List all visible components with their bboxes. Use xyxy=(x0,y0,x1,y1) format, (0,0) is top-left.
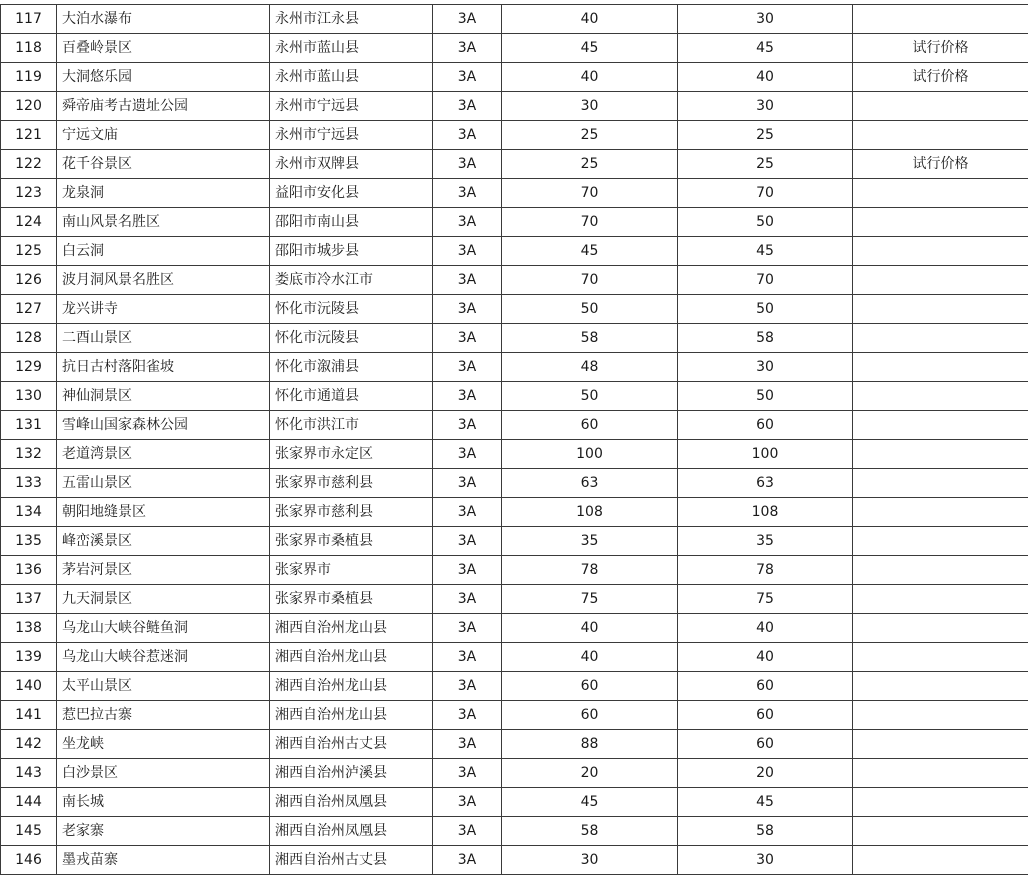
note-cell xyxy=(853,5,1028,34)
table-row xyxy=(1,440,1028,469)
price-cell: 48 xyxy=(502,353,678,382)
row-number-cell: 138 xyxy=(1,614,57,643)
price-cell: 50 xyxy=(678,295,853,324)
row-number-cell: 132 xyxy=(1,440,57,469)
price-cell: 40 xyxy=(502,614,678,643)
grade-cell: 3A xyxy=(433,208,502,237)
table-body xyxy=(1,5,1028,875)
price-cell: 78 xyxy=(502,556,678,585)
note-cell xyxy=(853,266,1028,295)
location-cell: 怀化市通道县 xyxy=(270,382,433,411)
note-cell xyxy=(853,527,1028,556)
row-number-cell: 131 xyxy=(1,411,57,440)
price-cell: 25 xyxy=(678,150,853,179)
scenic-name-cell: 太平山景区 xyxy=(57,672,270,701)
scenic-name-cell: 大泊水瀑布 xyxy=(57,5,270,34)
price-cell: 88 xyxy=(502,730,678,759)
price-cell: 35 xyxy=(678,527,853,556)
table-row xyxy=(1,179,1028,208)
location-cell: 怀化市沅陵县 xyxy=(270,295,433,324)
table-row xyxy=(1,411,1028,440)
price-cell: 25 xyxy=(678,121,853,150)
table-row xyxy=(1,614,1028,643)
location-cell: 永州市宁远县 xyxy=(270,92,433,121)
price-cell: 60 xyxy=(678,701,853,730)
row-number-cell: 124 xyxy=(1,208,57,237)
table-row xyxy=(1,469,1028,498)
table-row xyxy=(1,672,1028,701)
scenic-name-cell: 白沙景区 xyxy=(57,759,270,788)
location-cell: 永州市宁远县 xyxy=(270,121,433,150)
location-cell: 益阳市安化县 xyxy=(270,179,433,208)
table-row xyxy=(1,150,1028,179)
price-cell: 40 xyxy=(502,63,678,92)
scenic-name-cell: 大洞悠乐园 xyxy=(57,63,270,92)
row-number-cell: 143 xyxy=(1,759,57,788)
note-cell xyxy=(853,382,1028,411)
scenic-price-table xyxy=(0,4,1028,875)
row-number-cell: 134 xyxy=(1,498,57,527)
table-row xyxy=(1,643,1028,672)
grade-cell: 3A xyxy=(433,788,502,817)
table-row xyxy=(1,556,1028,585)
note-cell xyxy=(853,788,1028,817)
location-cell: 张家界市 xyxy=(270,556,433,585)
price-cell: 20 xyxy=(502,759,678,788)
grade-cell: 3A xyxy=(433,469,502,498)
price-cell: 70 xyxy=(502,179,678,208)
note-cell xyxy=(853,846,1028,875)
location-cell: 张家界市桑植县 xyxy=(270,585,433,614)
row-number-cell: 118 xyxy=(1,34,57,63)
note-cell xyxy=(853,121,1028,150)
grade-cell: 3A xyxy=(433,498,502,527)
scenic-name-cell: 波月洞风景名胜区 xyxy=(57,266,270,295)
table-row xyxy=(1,208,1028,237)
table-row xyxy=(1,846,1028,875)
price-cell: 100 xyxy=(678,440,853,469)
location-cell: 娄底市冷水江市 xyxy=(270,266,433,295)
scenic-name-cell: 老家寨 xyxy=(57,817,270,846)
grade-cell: 3A xyxy=(433,411,502,440)
row-number-cell: 121 xyxy=(1,121,57,150)
scenic-name-cell: 峰峦溪景区 xyxy=(57,527,270,556)
location-cell: 永州市蓝山县 xyxy=(270,63,433,92)
scenic-name-cell: 乌龙山大峡谷惹迷洞 xyxy=(57,643,270,672)
grade-cell: 3A xyxy=(433,382,502,411)
location-cell: 湘西自治州龙山县 xyxy=(270,643,433,672)
grade-cell: 3A xyxy=(433,150,502,179)
price-cell: 25 xyxy=(502,121,678,150)
location-cell: 邵阳市南山县 xyxy=(270,208,433,237)
price-cell: 40 xyxy=(678,614,853,643)
table-row xyxy=(1,266,1028,295)
note-cell xyxy=(853,92,1028,121)
table-row xyxy=(1,5,1028,34)
price-cell: 58 xyxy=(678,817,853,846)
table-row xyxy=(1,121,1028,150)
note-cell xyxy=(853,411,1028,440)
price-cell: 108 xyxy=(502,498,678,527)
grade-cell: 3A xyxy=(433,585,502,614)
note-cell xyxy=(853,353,1028,382)
price-cell: 40 xyxy=(502,5,678,34)
price-cell: 63 xyxy=(678,469,853,498)
location-cell: 怀化市洪江市 xyxy=(270,411,433,440)
location-cell: 湘西自治州龙山县 xyxy=(270,701,433,730)
grade-cell: 3A xyxy=(433,266,502,295)
scenic-name-cell: 二酉山景区 xyxy=(57,324,270,353)
grade-cell: 3A xyxy=(433,440,502,469)
price-cell: 58 xyxy=(678,324,853,353)
note-cell xyxy=(853,208,1028,237)
note-cell: 试行价格 xyxy=(853,34,1028,63)
price-cell: 70 xyxy=(502,266,678,295)
scenic-name-cell: 宁远文庙 xyxy=(57,121,270,150)
location-cell: 湘西自治州龙山县 xyxy=(270,672,433,701)
price-cell: 30 xyxy=(502,92,678,121)
price-cell: 35 xyxy=(502,527,678,556)
scenic-name-cell: 南山风景名胜区 xyxy=(57,208,270,237)
scenic-name-cell: 朝阳地缝景区 xyxy=(57,498,270,527)
price-cell: 45 xyxy=(502,34,678,63)
table-row xyxy=(1,34,1028,63)
price-cell: 75 xyxy=(502,585,678,614)
grade-cell: 3A xyxy=(433,179,502,208)
grade-cell: 3A xyxy=(433,556,502,585)
price-cell: 45 xyxy=(678,788,853,817)
price-cell: 20 xyxy=(678,759,853,788)
price-cell: 70 xyxy=(678,266,853,295)
price-cell: 45 xyxy=(678,237,853,266)
grade-cell: 3A xyxy=(433,92,502,121)
location-cell: 湘西自治州泸溪县 xyxy=(270,759,433,788)
location-cell: 湘西自治州凤凰县 xyxy=(270,817,433,846)
note-cell xyxy=(853,701,1028,730)
grade-cell: 3A xyxy=(433,34,502,63)
location-cell: 张家界市永定区 xyxy=(270,440,433,469)
scenic-name-cell: 白云洞 xyxy=(57,237,270,266)
table-row xyxy=(1,92,1028,121)
scenic-name-cell: 百叠岭景区 xyxy=(57,34,270,63)
row-number-cell: 126 xyxy=(1,266,57,295)
grade-cell: 3A xyxy=(433,759,502,788)
table-row xyxy=(1,295,1028,324)
scenic-name-cell: 神仙洞景区 xyxy=(57,382,270,411)
price-cell: 40 xyxy=(502,643,678,672)
table-row xyxy=(1,585,1028,614)
grade-cell: 3A xyxy=(433,324,502,353)
price-cell: 40 xyxy=(678,643,853,672)
scenic-name-cell: 坐龙峡 xyxy=(57,730,270,759)
grade-cell: 3A xyxy=(433,846,502,875)
scenic-name-cell: 五雷山景区 xyxy=(57,469,270,498)
grade-cell: 3A xyxy=(433,817,502,846)
row-number-cell: 125 xyxy=(1,237,57,266)
price-cell: 30 xyxy=(678,5,853,34)
price-cell: 60 xyxy=(502,672,678,701)
note-cell xyxy=(853,237,1028,266)
price-cell: 45 xyxy=(678,34,853,63)
grade-cell: 3A xyxy=(433,527,502,556)
note-cell xyxy=(853,817,1028,846)
scenic-name-cell: 墨戎苗寨 xyxy=(57,846,270,875)
note-cell xyxy=(853,556,1028,585)
row-number-cell: 128 xyxy=(1,324,57,353)
row-number-cell: 142 xyxy=(1,730,57,759)
price-cell: 75 xyxy=(678,585,853,614)
scenic-name-cell: 九天洞景区 xyxy=(57,585,270,614)
price-cell: 70 xyxy=(502,208,678,237)
table-row xyxy=(1,527,1028,556)
row-number-cell: 129 xyxy=(1,353,57,382)
grade-cell: 3A xyxy=(433,353,502,382)
price-cell: 30 xyxy=(678,353,853,382)
location-cell: 张家界市慈利县 xyxy=(270,498,433,527)
note-cell: 试行价格 xyxy=(853,150,1028,179)
grade-cell: 3A xyxy=(433,63,502,92)
row-number-cell: 137 xyxy=(1,585,57,614)
table-row xyxy=(1,382,1028,411)
location-cell: 永州市江永县 xyxy=(270,5,433,34)
price-cell: 58 xyxy=(502,324,678,353)
price-cell: 45 xyxy=(502,788,678,817)
scenic-name-cell: 抗日古村落阳雀坡 xyxy=(57,353,270,382)
scenic-name-cell: 南长城 xyxy=(57,788,270,817)
price-cell: 45 xyxy=(502,237,678,266)
scenic-name-cell: 雪峰山国家森林公园 xyxy=(57,411,270,440)
price-cell: 58 xyxy=(502,817,678,846)
grade-cell: 3A xyxy=(433,295,502,324)
table-row xyxy=(1,353,1028,382)
row-number-cell: 133 xyxy=(1,469,57,498)
price-cell: 60 xyxy=(678,411,853,440)
price-cell: 60 xyxy=(678,672,853,701)
location-cell: 永州市蓝山县 xyxy=(270,34,433,63)
scenic-name-cell: 茅岩河景区 xyxy=(57,556,270,585)
table-row xyxy=(1,63,1028,92)
row-number-cell: 135 xyxy=(1,527,57,556)
grade-cell: 3A xyxy=(433,237,502,266)
price-cell: 30 xyxy=(502,846,678,875)
grade-cell: 3A xyxy=(433,614,502,643)
row-number-cell: 136 xyxy=(1,556,57,585)
price-cell: 60 xyxy=(502,701,678,730)
location-cell: 张家界市慈利县 xyxy=(270,469,433,498)
price-cell: 60 xyxy=(678,730,853,759)
note-cell xyxy=(853,295,1028,324)
note-cell xyxy=(853,179,1028,208)
row-number-cell: 130 xyxy=(1,382,57,411)
price-cell: 50 xyxy=(678,208,853,237)
row-number-cell: 146 xyxy=(1,846,57,875)
note-cell xyxy=(853,585,1028,614)
price-cell: 30 xyxy=(678,846,853,875)
scenic-name-cell: 龙泉洞 xyxy=(57,179,270,208)
grade-cell: 3A xyxy=(433,701,502,730)
table-row xyxy=(1,498,1028,527)
price-cell: 100 xyxy=(502,440,678,469)
price-cell: 50 xyxy=(502,382,678,411)
row-number-cell: 120 xyxy=(1,92,57,121)
price-cell: 50 xyxy=(502,295,678,324)
note-cell: 试行价格 xyxy=(853,63,1028,92)
price-cell: 40 xyxy=(678,63,853,92)
table-row xyxy=(1,788,1028,817)
note-cell xyxy=(853,730,1028,759)
table-row xyxy=(1,759,1028,788)
location-cell: 张家界市桑植县 xyxy=(270,527,433,556)
row-number-cell: 122 xyxy=(1,150,57,179)
price-cell: 30 xyxy=(678,92,853,121)
price-cell: 60 xyxy=(502,411,678,440)
grade-cell: 3A xyxy=(433,5,502,34)
row-number-cell: 139 xyxy=(1,643,57,672)
scenic-name-cell: 龙兴讲寺 xyxy=(57,295,270,324)
note-cell xyxy=(853,672,1028,701)
location-cell: 湘西自治州古丈县 xyxy=(270,730,433,759)
price-cell: 78 xyxy=(678,556,853,585)
note-cell xyxy=(853,643,1028,672)
table-row xyxy=(1,237,1028,266)
table-row xyxy=(1,701,1028,730)
location-cell: 湘西自治州凤凰县 xyxy=(270,788,433,817)
row-number-cell: 140 xyxy=(1,672,57,701)
table-row xyxy=(1,324,1028,353)
note-cell xyxy=(853,759,1028,788)
note-cell xyxy=(853,324,1028,353)
row-number-cell: 144 xyxy=(1,788,57,817)
price-cell: 50 xyxy=(678,382,853,411)
row-number-cell: 145 xyxy=(1,817,57,846)
table-row xyxy=(1,730,1028,759)
row-number-cell: 117 xyxy=(1,5,57,34)
location-cell: 怀化市沅陵县 xyxy=(270,324,433,353)
location-cell: 湘西自治州古丈县 xyxy=(270,846,433,875)
row-number-cell: 119 xyxy=(1,63,57,92)
price-cell: 108 xyxy=(678,498,853,527)
note-cell xyxy=(853,614,1028,643)
location-cell: 邵阳市城步县 xyxy=(270,237,433,266)
note-cell xyxy=(853,498,1028,527)
grade-cell: 3A xyxy=(433,121,502,150)
note-cell xyxy=(853,469,1028,498)
grade-cell: 3A xyxy=(433,730,502,759)
location-cell: 永州市双牌县 xyxy=(270,150,433,179)
scenic-name-cell: 舜帝庙考古遗址公园 xyxy=(57,92,270,121)
scenic-name-cell: 乌龙山大峡谷鲢鱼洞 xyxy=(57,614,270,643)
grade-cell: 3A xyxy=(433,643,502,672)
price-cell: 25 xyxy=(502,150,678,179)
note-cell xyxy=(853,440,1028,469)
location-cell: 湘西自治州龙山县 xyxy=(270,614,433,643)
scenic-name-cell: 惹巴拉古寨 xyxy=(57,701,270,730)
row-number-cell: 123 xyxy=(1,179,57,208)
location-cell: 怀化市溆浦县 xyxy=(270,353,433,382)
scenic-name-cell: 花千谷景区 xyxy=(57,150,270,179)
row-number-cell: 141 xyxy=(1,701,57,730)
price-cell: 63 xyxy=(502,469,678,498)
price-cell: 70 xyxy=(678,179,853,208)
table-row xyxy=(1,817,1028,846)
grade-cell: 3A xyxy=(433,672,502,701)
row-number-cell: 127 xyxy=(1,295,57,324)
scenic-name-cell: 老道湾景区 xyxy=(57,440,270,469)
